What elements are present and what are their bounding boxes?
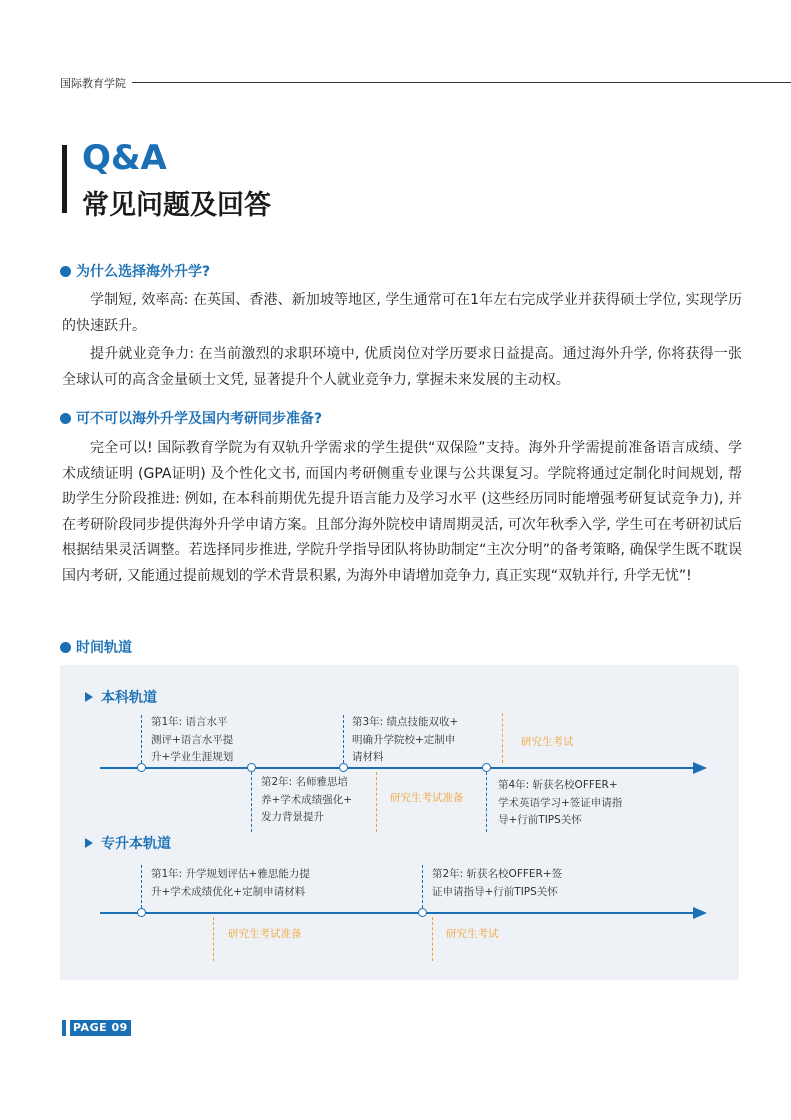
header-divider: [132, 82, 791, 83]
text-line: 测评+语言水平提: [151, 733, 234, 746]
section-heading-text: 可不可以海外升学及国内考研同步准备?: [76, 411, 323, 427]
timeline-node: [247, 763, 256, 772]
section-heading-timeline: [60, 637, 132, 657]
exam-connector: [502, 713, 503, 763]
undergrad-year2: [261, 774, 352, 827]
paragraph: 完全可以! 国际教育学院为有双轨升学需求的学生提供“双保险”支持。海外升学需提前准备语言成绩、学术成绩证明 (GPA证明) 及个性化文书, 而国内考研侧重专业课与公共课复习。学院将通过定制化时间规划, 帮助学生分阶段推进: 例如, 在本科前期优先提升语言能力及学习水平 (这些经历同时能增强考研复试竞争力), 并在考研阶段同步提供海外升学申请方案。且部分海外院校申请周期灵活, 可次年秋季入学, 学生可在考研初试后根据结果灵活调整。若选择同步推进, 学院升学指导团队将协助制定“主次分明”的备考策略, 确保学生既不耽误国内考研, 又能通过提前规划的学术背景积累, 为海外申请增加竞争力, 真正实现“双轨并行, 升学无忧”!: [62, 440, 742, 584]
page-number-tag: [62, 1020, 131, 1036]
section-heading-dual: [60, 408, 322, 428]
text-line: 明确升学院校+定制申: [352, 733, 456, 746]
text-line: 第1年: 语言水平: [151, 716, 228, 728]
undergrad-axis: [100, 767, 695, 769]
paragraph: 提升就业竞争力: 在当前激烈的求职环境中, 优质岗位对学历要求日益提高。通过海外升学, 你将获得一张全球认可的高含金量硕士文凭, 显著提升个人就业竞争力, 掌握未来发展的主动权。: [62, 346, 742, 388]
year-connector: [343, 715, 344, 763]
page-subtitle: 常见问题及回答: [82, 190, 271, 221]
zhuansheng-year2: [432, 866, 562, 901]
timeline-node: [137, 763, 146, 772]
text-line: 导+行前TIPS关怀: [498, 814, 582, 826]
exam-prep-connector: [213, 917, 214, 961]
timeline-panel: [60, 665, 739, 980]
bullet-dot-icon: [60, 413, 71, 424]
year-connector: [141, 865, 142, 908]
paragraph: 学制短, 效率高: 在英国、香港、新加坡等地区, 学生通常可在1年左右完成学业并获得硕士学位, 实现学历的快速跃升。: [62, 292, 742, 334]
zhuansheng-year1: [151, 866, 310, 901]
track-title-text: 专升本轨道: [101, 836, 171, 852]
bullet-dot-icon: [60, 266, 71, 277]
track-title-text: 本科轨道: [101, 690, 157, 706]
text-line: 升+学业生涯规划: [151, 751, 234, 763]
exam-label: 研究生考试: [446, 928, 499, 940]
play-arrow-icon: [85, 838, 93, 848]
section-heading-why: [60, 261, 210, 281]
section-heading-text: 为什么选择海外升学?: [76, 264, 211, 280]
timeline-node: [482, 763, 491, 772]
year-connector: [251, 772, 252, 832]
bullet-dot-icon: [60, 642, 71, 653]
year-connector: [486, 772, 487, 832]
exam-prep-connector: [376, 772, 377, 832]
text-line: 第2年: 斩获名校OFFER+签: [432, 868, 563, 880]
text-line: 证申请指导+行前TIPS关怀: [432, 885, 558, 898]
undergrad-year4: [498, 777, 622, 830]
text-line: 第2年: 名师雅思培: [261, 776, 349, 788]
year-connector: [422, 865, 423, 908]
track-title-undergrad: [85, 687, 157, 707]
timeline-node: [418, 908, 427, 917]
text-line: 第1年: 升学规划评估+雅思能力提: [151, 868, 310, 880]
text-line: 第3年: 绩点技能双收+: [352, 716, 459, 728]
page-tag-bar: [62, 1020, 66, 1036]
zhuansheng-axis: [100, 912, 695, 914]
axis-arrow-icon: [693, 907, 707, 919]
axis-arrow-icon: [693, 762, 707, 774]
text-line: 养+学术成绩强化+: [261, 793, 353, 806]
page-number: PAGE 09: [70, 1020, 131, 1036]
text-line: 发力背景提升: [261, 811, 324, 823]
header-label: 国际教育学院: [60, 77, 126, 90]
section-heading-text: 时间轨道: [76, 640, 132, 656]
text-line: 学术英语学习+签证申请指: [498, 796, 623, 809]
undergrad-year1: [151, 714, 233, 767]
track-title-zhuansheng: [85, 833, 171, 853]
text-line: 升+学术成绩优化+定制申请材料: [151, 885, 306, 898]
play-arrow-icon: [85, 692, 93, 702]
exam-prep-label: 研究生考试准备: [228, 928, 302, 940]
year-connector: [141, 715, 142, 763]
text-line: 请材料: [352, 751, 384, 763]
page-title: Q&A: [82, 138, 167, 178]
exam-prep-label: 研究生考试准备: [390, 792, 464, 804]
text-line: 第4年: 斩获名校OFFER+: [498, 779, 618, 791]
timeline-node: [137, 908, 146, 917]
title-accent-bar: [62, 145, 67, 213]
exam-connector: [432, 917, 433, 961]
undergrad-year3: [352, 714, 458, 767]
exam-label: 研究生考试: [521, 736, 574, 748]
timeline-node: [339, 763, 348, 772]
